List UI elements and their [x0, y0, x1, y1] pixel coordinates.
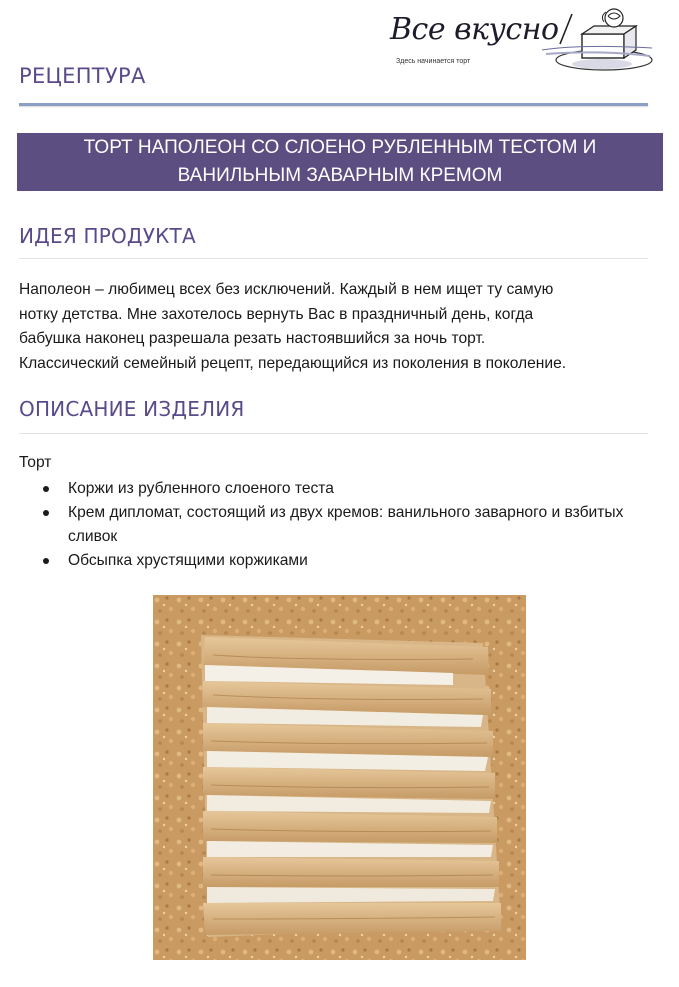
idea-line: Наполеон – любимец всех без исключений. Каждый в нем ищет ту самую: [19, 281, 554, 298]
idea-divider: [19, 258, 648, 259]
recipe-title-line-2: ВАНИЛЬНЫМ ЗАВАРНЫМ КРЕМОМ: [177, 165, 503, 186]
cake-photo: [153, 595, 526, 960]
bullet-icon: [43, 510, 49, 516]
logo-text: Все вкусно: [390, 12, 559, 47]
list-item: [42, 549, 652, 573]
idea-line: бабушка наконец разрешала резать настоявшийся за ночь торт.: [19, 330, 486, 348]
brand-logo: [382, 4, 654, 76]
idea-line: нотку детства. Мне захотелось вернуть Вас в праздничный день, когда: [19, 305, 534, 323]
idea-line: Классический семейный рецепт, передающийся из поколения в поколение.: [19, 354, 567, 372]
recipe-title: [44, 134, 637, 190]
recipe-title-line-1: ТОРТ НАПОЛЕОН СО СЛОЕНО РУБЛЕННЫМ ТЕСТОМ И: [83, 137, 597, 158]
list-item: [42, 501, 652, 549]
list-item-text: Коржи из рубленного слоеного теста: [68, 480, 334, 497]
description-divider: [19, 433, 648, 434]
page-header: [0, 0, 679, 110]
list-item: [42, 477, 652, 501]
recipe-title-banner: [17, 133, 663, 191]
idea-heading: ИДЕЯ ПРОДУКТА: [19, 224, 196, 248]
description-heading: ОПИСАНИЕ ИЗДЕЛИЯ: [19, 397, 245, 421]
bullet-icon: [43, 558, 49, 564]
idea-paragraph: [19, 278, 649, 376]
product-type: Торт: [19, 454, 52, 471]
logo-tagline: Здесь начинается торт: [396, 58, 471, 65]
section-label: РЕЦЕПТУРА: [19, 64, 146, 88]
header-divider: [19, 103, 648, 106]
bullet-icon: [43, 486, 49, 492]
list-item-text: Обсыпка хрустящими коржиками: [68, 552, 308, 569]
cake-logo-icon: [542, 4, 654, 76]
description-list: [42, 477, 652, 573]
list-item-text: Крем дипломат, состоящий из двух кремов: ванильного заварного и взбитых сливок: [68, 504, 624, 545]
